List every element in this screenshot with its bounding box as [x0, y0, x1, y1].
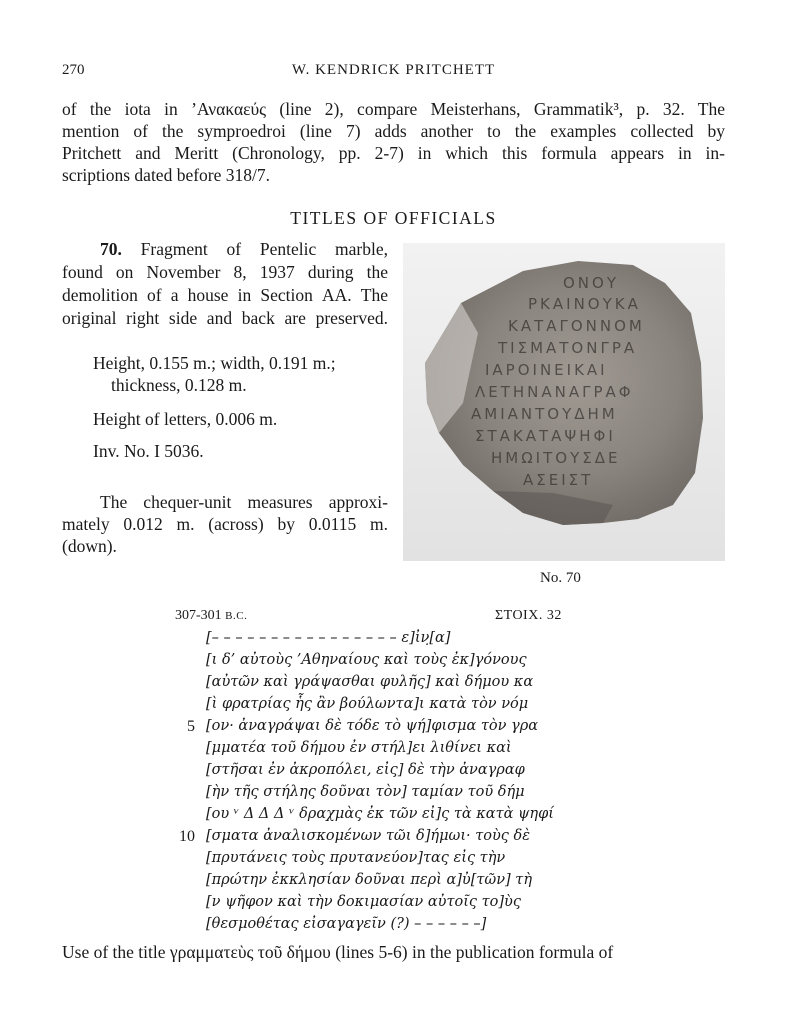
inscription-line: [160, 894, 580, 916]
intro-line: Pritchett and Meritt (Chronology, pp. 2-7) in which this formula appears in in-: [62, 143, 725, 163]
svg-text:ΙΑΡΟΙΝΕΙΚΑΙ: ΙΑΡΟΙΝΕΙΚΑΙ: [485, 361, 608, 379]
description-line: found on November 8, 1937 during the: [62, 262, 388, 282]
line-number: 5: [187, 718, 195, 735]
inscription-date: [175, 608, 247, 624]
chequer-line: mately 0.012 m. (across) by 0.0115 m.: [62, 514, 388, 534]
running-title: W. KENDRICK PRITCHETT: [291, 62, 496, 78]
svg-text:ΛΕΤΗΝΑΝΑΓΡΑΦ: ΛΕΤΗΝΑΝΑΓΡΑΦ: [475, 383, 634, 401]
inscription-line: [160, 762, 580, 784]
svg-text:ΑΜΙΑΝΤΟΥΔΗΜ: ΑΜΙΑΝΤΟΥΔΗΜ: [471, 405, 618, 423]
inscription-line: [160, 740, 580, 762]
inscription-line: [160, 872, 580, 894]
description-line: original right side and back are preserved.: [62, 308, 388, 328]
line-text: [– – – – – – – – – – – – – – – – ε]ἰν̣[α]: [206, 630, 451, 646]
date-era: B.C.: [225, 610, 248, 622]
inscription-line: [160, 850, 580, 872]
letter-height: Height of letters, 0.006 m.: [93, 409, 278, 429]
description-text: Fragment of Pentelic marble,: [140, 239, 389, 259]
page-number: 270: [62, 62, 85, 78]
chequer-line: (down).: [62, 536, 117, 556]
line-text: [ὶ φρατρίας ἧς ἂν βούλωντα]ι κατὰ τὸν νόμ: [206, 696, 529, 712]
inscription-line: [160, 674, 580, 696]
svg-text:ΟΝΟΥ: ΟΝΟΥ: [563, 274, 619, 292]
svg-text:ΡΚΑΙΝΟΥΚΑ: ΡΚΑΙΝΟΥΚΑ: [528, 295, 641, 313]
inscription-line: [160, 630, 580, 652]
entry-description: [62, 238, 388, 330]
marble-fragment-image: [403, 243, 725, 561]
line-text: [ν ψῆφον καὶ τὴν δοκιμασίαν αὐτοῖς το]ὺς: [206, 894, 521, 910]
intro-line: scriptions dated before 318/7.: [62, 165, 271, 185]
line-text: [ὴν τῆς στήλης δοῦναι τὸν] ταμίαν τοῦ δήμ: [206, 784, 525, 800]
section-heading: TITLES OF OFFICIALS: [290, 208, 497, 228]
running-head: [62, 62, 725, 82]
inscription-line: [160, 718, 580, 740]
inventory-number: Inv. No. I 5036.: [93, 441, 204, 461]
chequer-line: The chequer-unit measures approxi-: [100, 492, 388, 512]
svg-text:ΗΜΩΙΤΟΥΣΔΕ: ΗΜΩΙΤΟΥΣΔΕ: [491, 449, 621, 467]
closing-paragraph: Use of the title γραμματεὺς τοῦ δήμου (lines 5-6) in the publication formula of: [62, 942, 614, 962]
intro-line: mention of the symproedroi (line 7) adds another to the examples collected by: [62, 121, 725, 141]
line-text: [μματέα τοῦ δήμου ἐν στήλ]ει λιθίνει καὶ: [206, 740, 512, 756]
description-line: [62, 238, 388, 261]
line-text: [θεσμοθέτας εἰσαγαγεῖν (?) – – – – – –]: [206, 916, 487, 932]
svg-text:ΣΤΑΚΑΤΑΨΗΦΙ: ΣΤΑΚΑΤΑΨΗΦΙ: [475, 427, 616, 445]
intro-paragraph: [62, 98, 725, 186]
dimensions: [93, 352, 393, 396]
line-text: [ι δ’ αὐτοὺς ’Αθηναίους καὶ τοὺς ἐκ]γόνους: [206, 652, 527, 668]
chequer-note: [62, 491, 388, 557]
inscription-line: [160, 652, 580, 674]
inscription-line: [160, 784, 580, 806]
line-text: [ου ᵛ Δ Δ Δ ᵛ δραχμὰς ἐκ τῶν εἰ]ς τὰ κατὰ ψηφί: [206, 806, 554, 822]
line-text: [πρώτην ἐκκλησίαν δοῦναι περὶ α]ὐ[τῶν] τὴ: [206, 872, 533, 888]
inscription-line: [160, 806, 580, 828]
svg-text:ΑΣΕΙΣΤ: ΑΣΕΙΣΤ: [523, 471, 594, 489]
dimensions-line: Height, 0.155 m.; width, 0.191 m.;: [93, 353, 336, 373]
description-line: demolition of a house in Section ΑΑ. The: [62, 285, 388, 305]
inscription-line: [160, 916, 580, 938]
line-text: [σματα ἀναλισκομένων τῶι δ]ήμωι· τοὺς δὲ: [206, 828, 531, 844]
line-text: [πρυτάνεις τοὺς πρυτανεύον]τας εἰς τὴν: [206, 850, 506, 866]
stoichedon-label: ΣΤΟΙΧ. 32: [495, 608, 562, 623]
inscription-line: [160, 696, 580, 718]
svg-text:ΤΙΣΜΑΤΟΝΓΡΑ: ΤΙΣΜΑΤΟΝΓΡΑ: [498, 339, 638, 357]
line-text: [ον· ἀναγράψαι δὲ τόδε τὸ ψή]φισμα τὸν γρα: [206, 718, 539, 734]
photo-caption: No. 70: [540, 570, 581, 586]
svg-text:ΚΑΤΑΓΟΝΝΟΜ: ΚΑΤΑΓΟΝΝΟΜ: [508, 317, 645, 335]
dimensions-line: thickness, 0.128 m.: [111, 375, 247, 395]
entry-number: 70.: [100, 239, 122, 259]
date-range: 307-301: [175, 608, 222, 623]
fragment-photo: [403, 243, 725, 561]
inscription-line: [160, 828, 580, 850]
line-text: [στῆσαι ἐν ἀκροπόλει, εἰς] δὲ τὴν ἀναγραφ: [206, 762, 525, 778]
intro-line: of the iota in ’Ανακαεύς (line 2), compare Meisterhans, Grammatik³, p. 32. The: [62, 99, 725, 119]
line-number: 10: [179, 828, 195, 845]
line-text: [αὐτῶν καὶ γράψασθαι φυλῆς] καὶ δήμου κα: [206, 674, 534, 690]
